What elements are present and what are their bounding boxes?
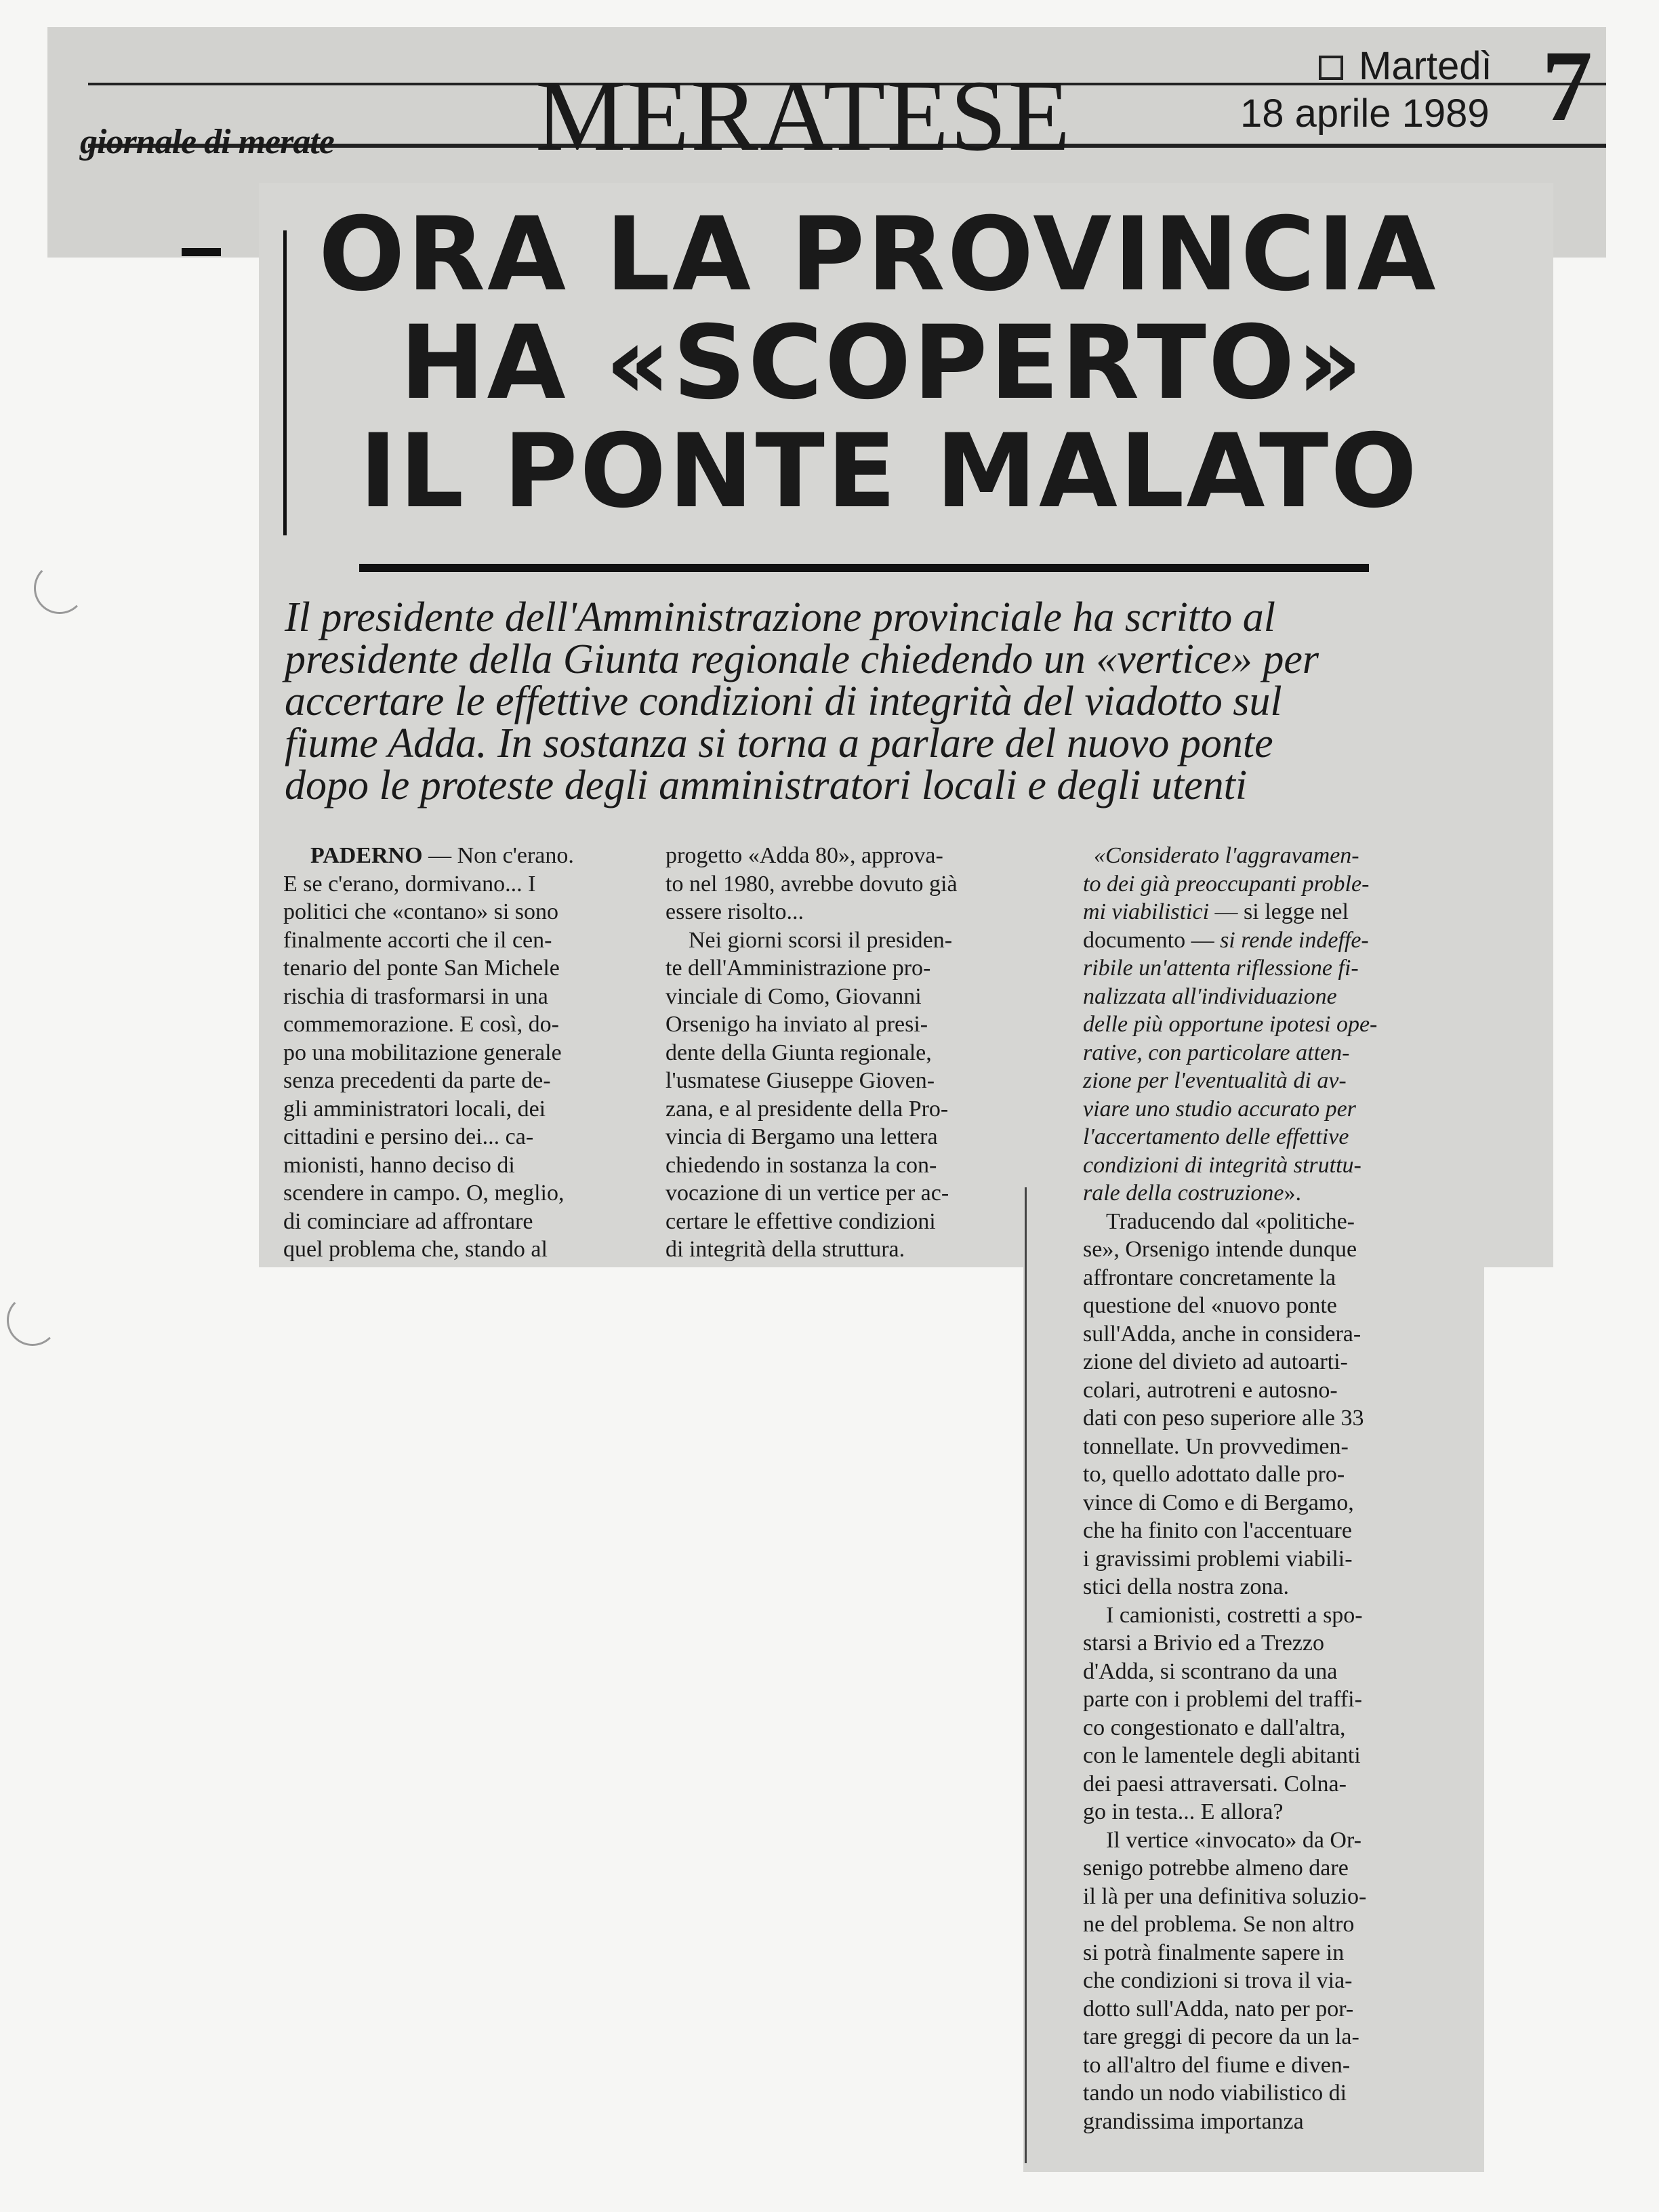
article-line: ne del problema. Se non altro [1083,1912,1355,1937]
dateline: PADERNO [310,843,423,868]
article-line: dei paesi attraversati. Colna- [1083,1771,1347,1797]
article-line: progetto «Adda 80», approva- [665,843,943,868]
binder-hole-mark [7,1294,58,1346]
article-line: tonnellate. Un provvedimen- [1083,1433,1349,1459]
subheadline-line: dopo le proteste degli amministratori locali e degli utenti [285,762,1248,808]
article-line: Traducendo dal «politiche- [1106,1208,1355,1234]
article-line-text: — Non c'erano. [422,843,574,868]
article-line: stici della nostra zona. [1083,1574,1290,1599]
section-title: MERATESE [535,60,1072,172]
dash-mark [182,248,221,256]
article-line: zana, e al presidente della Pro- [665,1096,949,1122]
article-line-text: si rende indeffe- [1214,927,1369,953]
article-line-text: ». [1284,1181,1302,1206]
article-line [1083,1179,1435,1208]
newspaper-masthead: giornale di merate [80,123,334,161]
article-line: senza precedenti da parte de- [283,1068,551,1093]
article-line: cittadini e persino dei... ca- [283,1124,534,1149]
article-line: viare uno studio accurato per [1083,1096,1356,1122]
article-line: I camionisti, costretti a spo- [1106,1602,1363,1628]
date-full: 18 aprile 1989 [1240,91,1490,136]
page-number: 7 [1542,30,1593,142]
article-line: i gravissimi problemi viabili- [1083,1546,1353,1572]
article-line: vince di Como e di Bergamo, [1083,1490,1354,1515]
article-line: si potrà finalmente sapere in [1083,1940,1345,1965]
article-line: colari, autrotreni e autosno- [1083,1377,1338,1403]
square-bullet-icon [1319,56,1343,80]
article-line: vocazione di un vertice per ac- [665,1181,949,1206]
date-weekday: Martedì [1359,44,1492,88]
article-line: te dell'Amministrazione pro- [665,956,931,981]
article-line: parte con i problemi del traffi- [1083,1687,1362,1712]
article-column-1 [283,842,632,1264]
article-line-text: rale della costruzione [1083,1181,1284,1206]
article-column-3 [1083,842,1435,2135]
article-line: to all'altro del fiume e diven- [1083,2052,1351,2078]
article-line: vincia di Bergamo una lettera [665,1124,938,1149]
article-line: ribile un'attenta riflessione fi- [1083,956,1359,981]
article-line: affrontare concretamente la [1083,1265,1336,1290]
article-line: dente della Giunta regionale, [665,1040,932,1065]
article-line: po una mobilitazione generale [283,1040,562,1065]
article-line: to, quello adottato dalle pro- [1083,1462,1345,1487]
article-line: go in testa... E allora? [1083,1799,1284,1824]
article-line [1083,926,1435,955]
article-line: nalizzata all'individuazione [1083,983,1337,1009]
article-line-text: mi viabilistici [1083,899,1210,924]
article-line: il là per una definitiva soluzio- [1083,1883,1367,1909]
subheadline-line: accertare le effettive condizioni di integrità del viadotto sul [285,678,1282,724]
article-line: sull'Adda, anche in considera- [1083,1321,1361,1347]
article-line: co congestionato e dall'altra, [1083,1715,1346,1740]
article-line: tando un nodo viabilistico di [1083,2081,1347,2106]
headline [319,196,1471,531]
article-line: tare greggi di pecore da un la- [1083,2024,1359,2049]
article-line: senigo potrebbe almeno dare [1083,1856,1349,1881]
article-line: delle più opportune ipotesi ope- [1083,1012,1378,1037]
headline-line: IL PONTE MALATO [359,413,1419,531]
article-line: che condizioni si trova il via- [1083,1968,1353,1993]
article-line: scendere in campo. O, meglio, [283,1181,565,1206]
subheadline-line: fiume Adda. In sostanza si torna a parlare del nuovo ponte [285,720,1273,766]
article-line: mionisti, hanno deciso di [283,1152,515,1178]
headline-line: HA «SCOPERTO» [400,304,1365,422]
article-line: to dei già preoccupanti proble- [1083,871,1370,897]
article-line: essere risolto... [665,899,804,924]
headline-vertical-rule [283,230,287,535]
article-line: zione per l'eventualità di av- [1083,1068,1347,1093]
article-line: chiedendo in sostanza la con- [665,1152,937,1178]
column-divider [1025,1187,1027,2163]
subheadline [285,596,1437,806]
headline-underline [359,564,1369,572]
article-line-text: documento — [1083,927,1214,953]
article-line: di integrità della struttura. [665,1237,905,1262]
article-line: d'Adda, si scontrano da una [1083,1658,1338,1684]
article-line: commemorazione. E così, do- [283,1012,559,1037]
article-line: di cominciare ad affrontare [283,1208,533,1234]
article-line: grandissima importanza [1083,2108,1304,2134]
article-line: vinciale di Como, Giovanni [665,983,922,1009]
article-line: to nel 1980, avrebbe dovuto già [665,871,958,897]
article-line: rative, con particolare atten- [1083,1040,1350,1065]
article-line: questione del «nuovo ponte [1083,1293,1337,1318]
article-line: E se c'erano, dormivano... I [283,871,536,897]
article-line: zione del divieto ad autoarti- [1083,1349,1348,1374]
article-line [1083,898,1435,926]
article-line: l'accertamento delle effettive [1083,1124,1349,1149]
subheadline-line: Il presidente dell'Amministrazione provinciale ha scritto al [285,594,1276,640]
article-column-2 [665,842,1025,1264]
article-line-text: — si legge nel [1209,899,1349,924]
article-line: dotto sull'Adda, nato per por- [1083,1996,1354,2022]
article-line: Il vertice «invocato» da Or- [1106,1827,1361,1853]
article-line: con le lamentele degli abitanti [1083,1743,1361,1768]
article-line: che ha finito con l'accentuare [1083,1518,1352,1543]
article-line: gli amministratori locali, dei [283,1096,546,1122]
article-line: finalmente accorti che il cen- [283,927,552,953]
article-line: certare le effettive condizioni [665,1208,936,1234]
article-line: l'usmatese Giuseppe Gioven- [665,1068,935,1093]
article-line: rischia di trasformarsi in una [283,983,548,1009]
article-line: dati con peso superiore alle 33 [1083,1406,1364,1431]
subheadline-line: presidente della Giunta regionale chiedendo un «vertice» per [285,636,1319,682]
article-line: quel problema che, stando al [283,1237,548,1262]
headline-line: ORA LA PROVINCIA [319,196,1438,314]
article-line: «Considerato l'aggravamen- [1094,843,1359,868]
article-line: Nei giorni scorsi il presiden- [689,927,953,953]
article-line: Orsenigo ha inviato al presi- [665,1012,928,1037]
article-line: politici che «contano» si sono [283,899,559,924]
article-line: tenario del ponte San Michele [283,956,560,981]
article-line: se», Orsenigo intende dunque [1083,1237,1357,1262]
article-line: condizioni di integrità struttu- [1083,1152,1361,1178]
article-line: starsi a Brivio ed a Trezzo [1083,1631,1324,1656]
binder-hole-mark [34,562,85,614]
article-line [283,842,632,870]
